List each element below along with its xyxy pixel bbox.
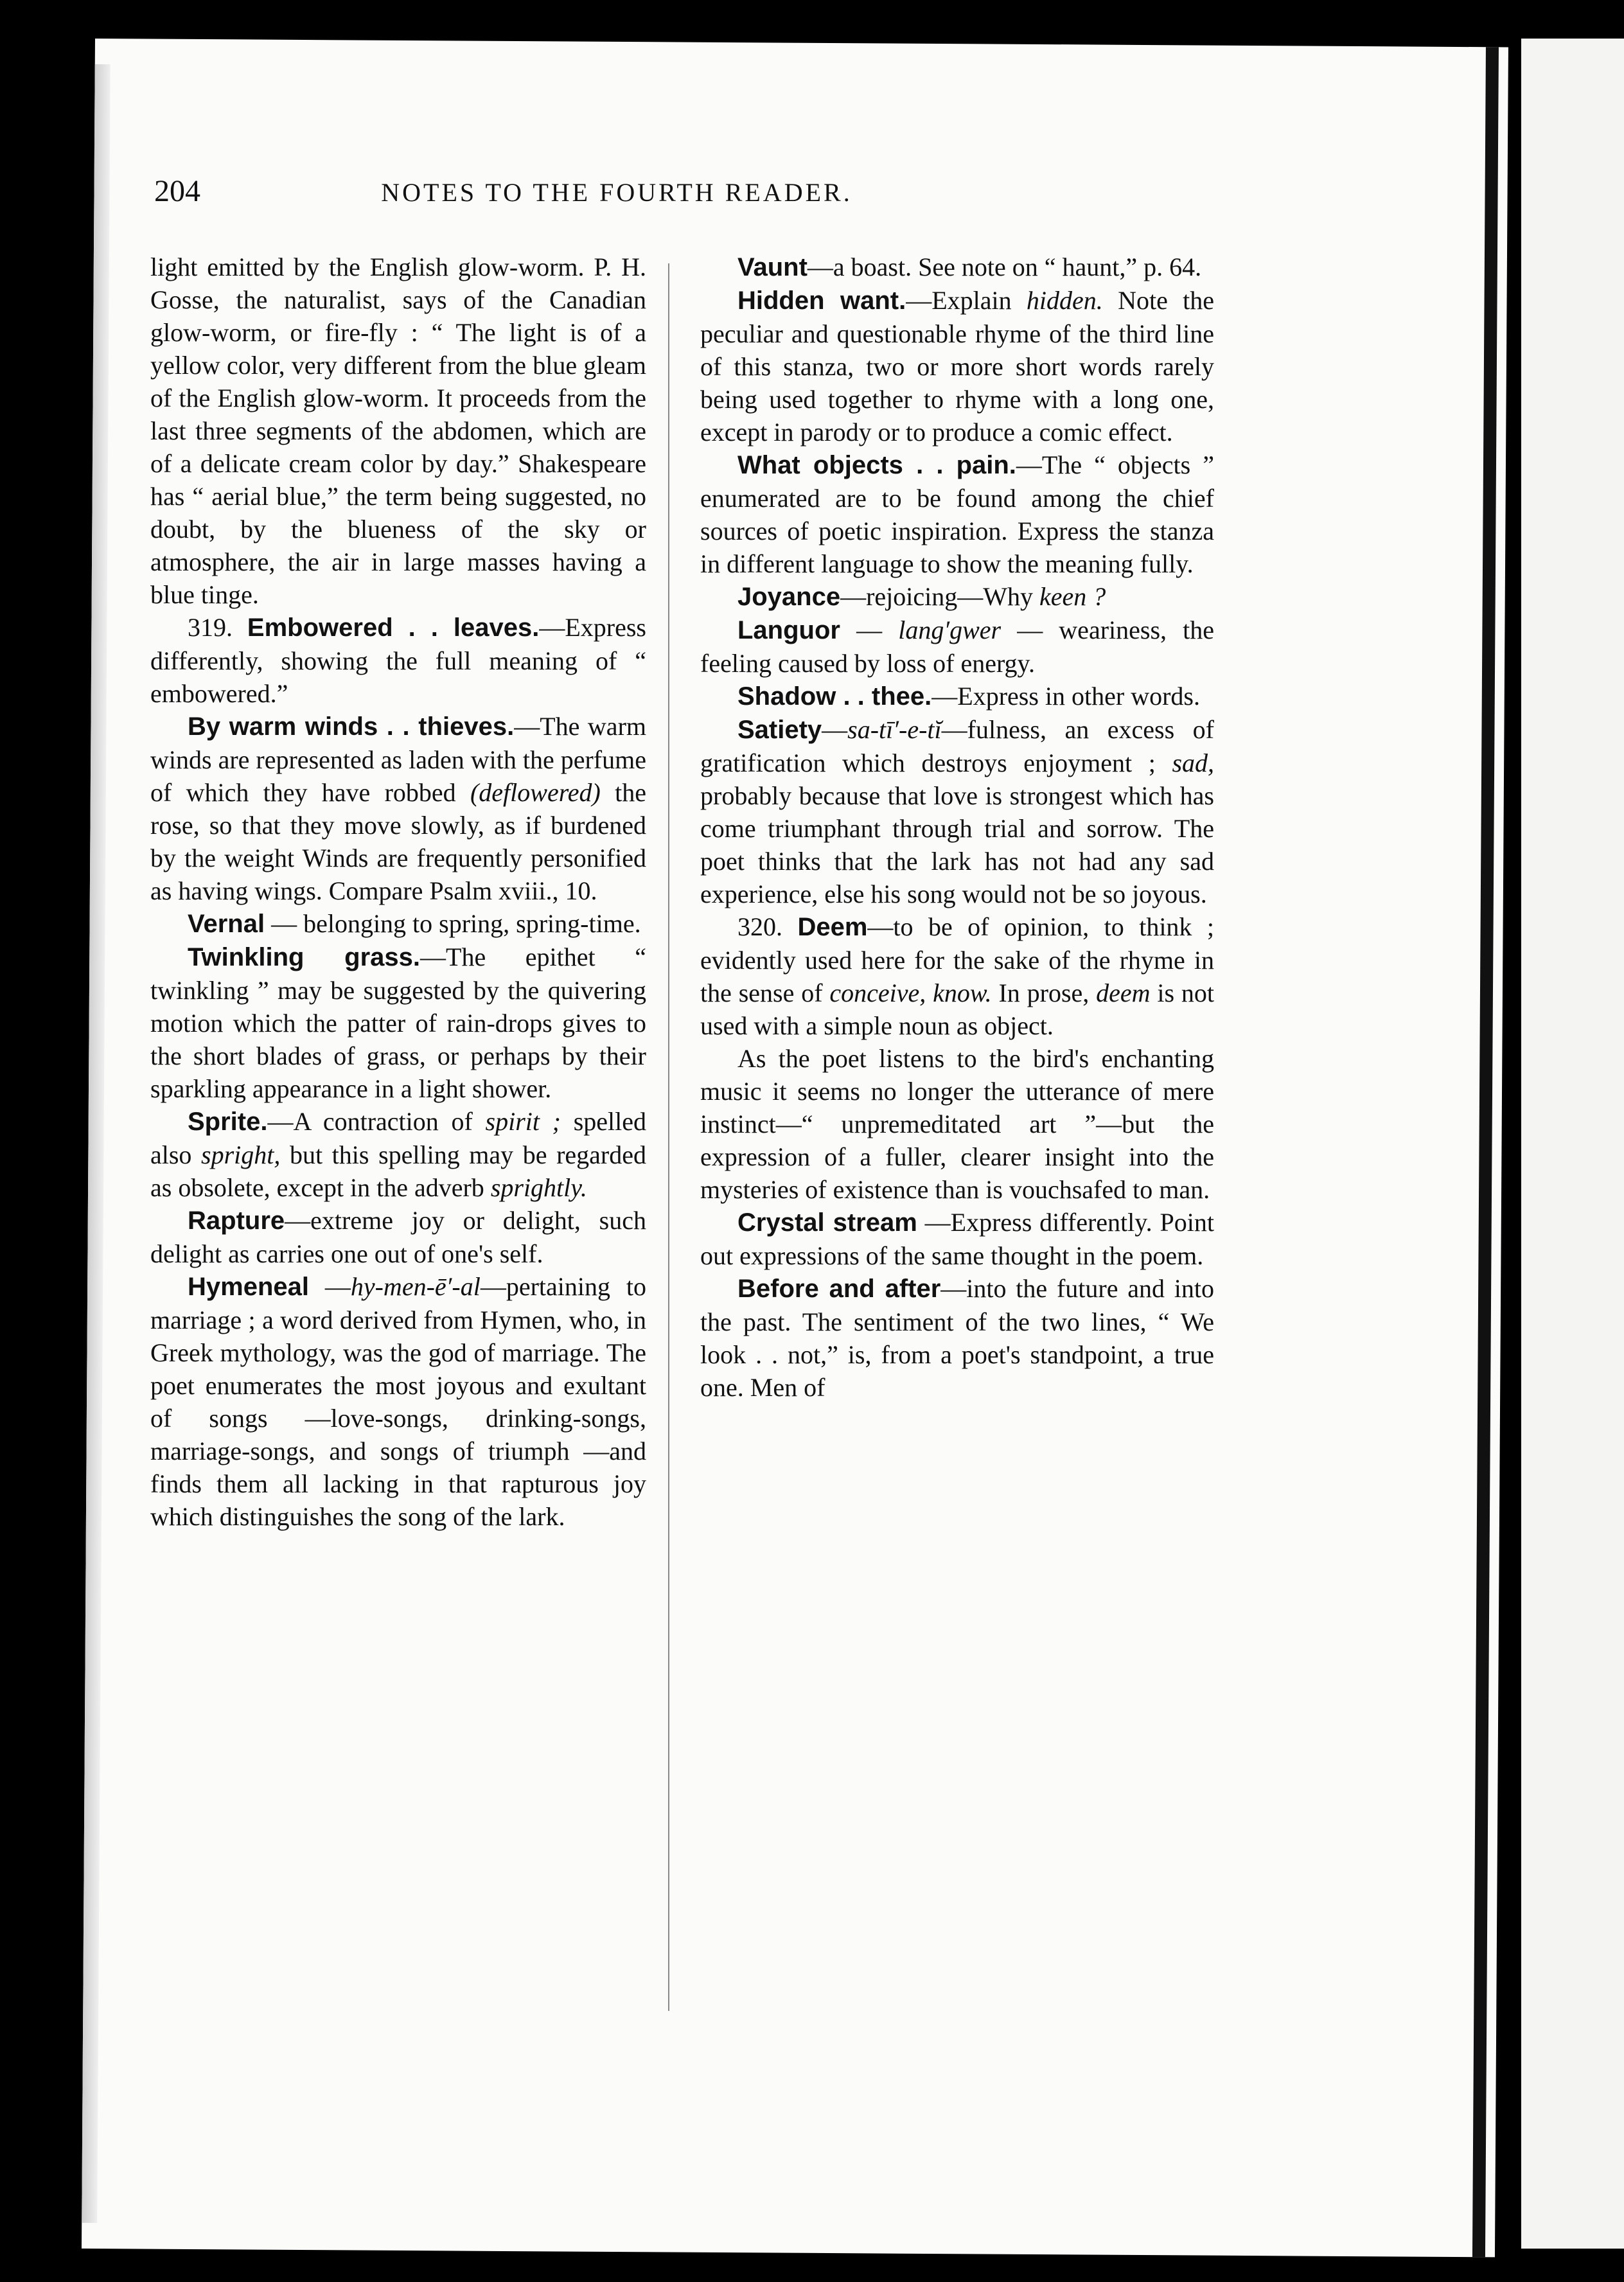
entry-paragraph (700, 680, 1214, 713)
entry-text: — (324, 1272, 351, 1301)
entry-text: —A contraction of (267, 1107, 473, 1136)
headword: Rapture (188, 1207, 285, 1235)
facing-page (1521, 39, 1624, 2249)
entry-paragraph (150, 251, 646, 611)
entry-text: the rose, so that they move slowly, as if burdened by the weight Winds are frequently personified as having wings. Compare Psalm xviii., 10. (150, 778, 647, 905)
italic-term: spirit ; (485, 1107, 561, 1136)
page-number: 204 (154, 174, 200, 208)
pronunciation: hy-men-ē′-al (350, 1272, 481, 1301)
left-column (150, 251, 646, 1533)
italic-term: sad, (1172, 748, 1215, 777)
pronunciation: sa-tī′-e-tĭ (847, 715, 942, 744)
entry-paragraph (700, 713, 1214, 910)
headword: Hidden want. (737, 287, 906, 315)
entry-paragraph (150, 1270, 646, 1533)
italic-term: sprightly. (490, 1173, 587, 1202)
headword: Joyance (737, 583, 841, 611)
entry-text: —Express differently. Point out expressions of the same thought in the poem. (700, 1208, 1214, 1270)
book-gutter (1472, 47, 1499, 2257)
entry-paragraph (700, 1042, 1214, 1206)
entry-text: spelled also (150, 1107, 647, 1169)
note-number: 320. (737, 912, 782, 941)
entry-paragraph (150, 941, 646, 1105)
entry-text: As the poet listens to the bird's enchanting music it seems no longer the utterance of mere instinct—“ unpremeditated art ”—but the expression of a fuller, clearer insight into the mysteries of existence than is vouchsafed to man. (700, 1044, 1214, 1204)
entry-text: —to be of opinion, to think ; evidently used here for the sake of the rhyme in the sense of (700, 912, 1214, 1007)
headword: Shadow . . thee. (737, 682, 932, 711)
entry-text: — (822, 715, 848, 744)
entry-text: —fulness, an excess of gratification which destroys enjoyment ; (700, 715, 1214, 777)
italic-term: hidden. (1026, 286, 1103, 315)
entry-text: —Express in other words. (931, 682, 1200, 711)
headword: What objects . . pain. (737, 451, 1016, 479)
running-header (154, 173, 1079, 225)
entry-paragraph (150, 611, 646, 710)
entry-text: — (856, 615, 883, 644)
headword: Satiety (737, 716, 822, 744)
entry-text: —Explain (906, 286, 1012, 315)
italic-term: deem (1096, 978, 1151, 1007)
entry-paragraph (700, 1272, 1214, 1404)
headword: Sprite. (188, 1108, 268, 1136)
entry-text: is not used with a simple noun as object. (700, 978, 1215, 1040)
entry-paragraph (150, 1204, 646, 1270)
running-title: NOTES TO THE FOURTH READER. (381, 178, 852, 207)
italic-term: spright, (201, 1140, 281, 1169)
pronunciation: lang′gwer (898, 615, 1002, 644)
headword: Twinkling grass. (188, 943, 421, 971)
entry-paragraph (150, 1105, 646, 1204)
entry-paragraph (700, 1206, 1214, 1272)
entry-text: —extreme joy or delight, such delight as carries one out of one's self. (150, 1206, 646, 1268)
entry-text: —into the future and into the past. The sentiment of the two lines, “ We look . . not,” is, from a poet's standpoint, a true one. Men of (700, 1274, 1214, 1402)
headword: Vernal (188, 910, 265, 938)
entry-text: light emitted by the English glow-worm. P. H. Gosse, the naturalist, says of the Canadian glow-worm, or fire-fly : “ The light is of a yellow color, very different from the blue gleam of the English glow-worm. It proceeds from the last three segments of the abdomen, which are of a delicate cream color by day.” Shakespeare has “ aerial blue,” the term being suggested, no doubt, by the blueness of the sky or atmosphere, the air in large masses having a blue tinge. (150, 252, 646, 609)
headword: Before and after (737, 1275, 941, 1303)
entry-text: —rejoicing—Why (840, 582, 1034, 611)
right-column (700, 251, 1214, 1404)
italic-term: keen ? (1039, 582, 1106, 611)
column-divider (668, 263, 669, 2011)
entry-text: — belonging to spring, spring-time. (271, 909, 641, 938)
entry-paragraph (700, 448, 1214, 580)
headword: Deem (797, 913, 868, 941)
entry-paragraph (150, 710, 646, 907)
entry-text: —The “ objects ” enumerated are to be found among the chief sources of poetic inspiration. Express the stanza in different language to show the meaning fully. (700, 450, 1214, 578)
italic-term: (deflowered) (470, 778, 601, 807)
entry-text: Note the peculiar and questionable rhyme of the third line of this stanza, two or more short words rarely being used together to rhyme with a long one, except in parody or to produce a comic effect. (700, 286, 1214, 447)
entry-text: —The epithet “ twinkling ” may be suggested by the quivering motion which the patter of rain-drops gives to the short blades of grass, or perhaps by their sparkling appearance in a light shower. (150, 942, 646, 1103)
entry-paragraph (700, 251, 1214, 284)
page-edge (82, 64, 110, 2223)
headword: Vaunt (737, 253, 808, 281)
entry-text: — weariness, the feeling caused by loss of energy. (700, 615, 1214, 678)
entry-paragraph (700, 910, 1214, 1042)
entry-text: —The warm winds are represented as laden with the perfume of which they have robbed (150, 712, 646, 807)
entry-paragraph (150, 907, 646, 941)
entry-text: —pertaining to marriage ; a word derived from Hymen, who, in Greek mythology, was the god of marriage. The poet enumerates the most joyous and exultant of songs —love-songs, drinking-songs, marriage-songs, and songs of triumph —and finds them all lacking in that rapturous joy which distinguishes the song of the lark. (150, 1272, 646, 1531)
entry-paragraph (700, 284, 1214, 448)
entry-text: probably because that love is strongest which has come triumphant through trial and sorrow. The poet thinks that the lark has not had any sad experience, else his song would not be so joyous. (700, 781, 1214, 908)
note-number: 319. (188, 613, 233, 642)
headword: Hymeneal (188, 1273, 309, 1301)
entry-text: In prose, (998, 978, 1090, 1007)
headword: Languor (737, 616, 840, 644)
entry-text: but this spelling may be regarded as obsolete, except in the adverb (150, 1140, 647, 1202)
entry-text: —a boast. See note on “ haunt,” p. 64. (807, 252, 1202, 281)
entry-text: —Express differently, showing the full meaning of “ embowered.” (150, 613, 646, 708)
headword: Embowered . . leaves. (247, 614, 540, 642)
entry-paragraph (700, 580, 1214, 614)
italic-term: conceive, know. (829, 978, 992, 1007)
headword: By warm winds . . thieves. (188, 712, 515, 741)
entry-paragraph (700, 614, 1214, 680)
headword: Crystal stream (737, 1208, 917, 1237)
